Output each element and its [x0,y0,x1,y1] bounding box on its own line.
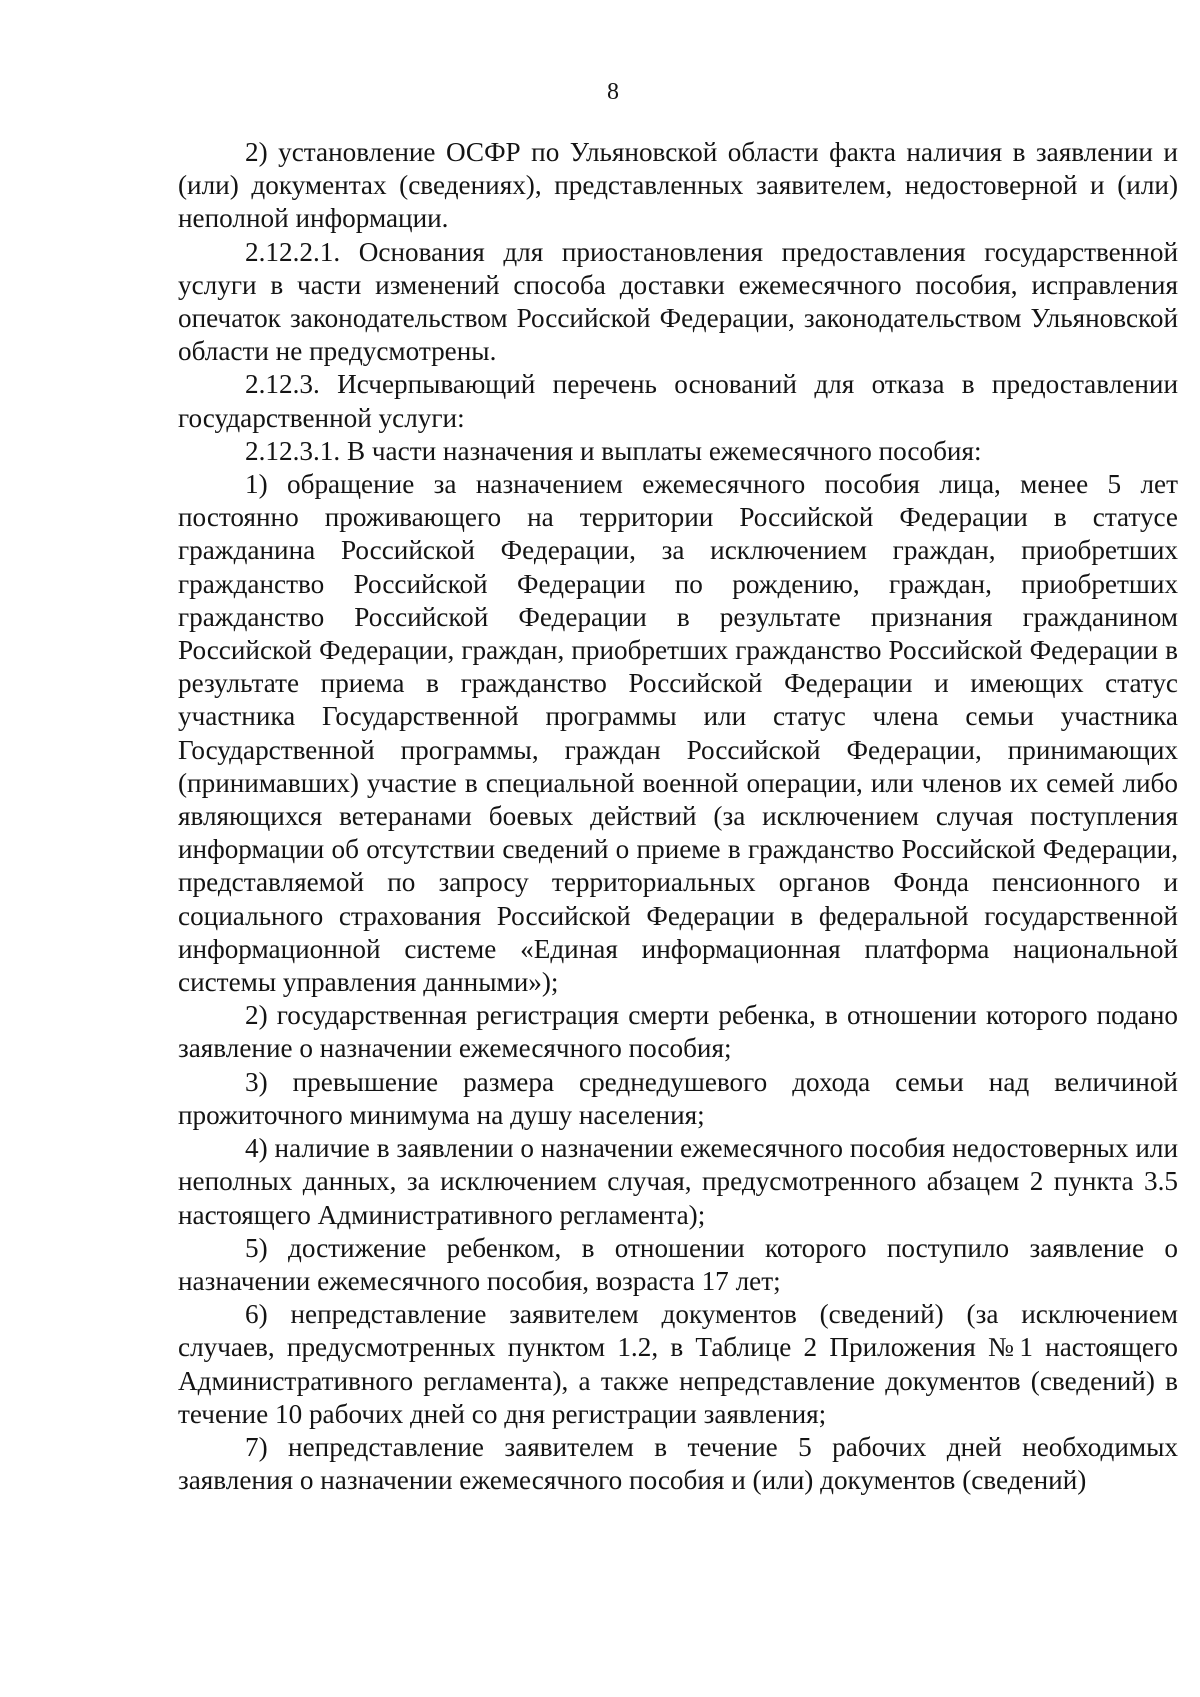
document-body [178,136,1178,1497]
paragraph-2-12-2-1: 2.12.2.1. Основания для приостановления предоставления государственной услуги в части изменений способа доставки ежемесячного пособия, исправления опечаток законодательством Российской Федерации, законодательством Ульяновской области не предусмотрены. [178,236,1178,367]
paragraph-2-12-3: 2.12.3. Исчерпывающий перечень оснований для отказа в предоставлении государственной услуги: [178,369,1178,433]
page-number: 8 [607,79,619,105]
list-item-2: 2) государственная регистрация смерти ребенка, в отношении которого подано заявление о назначении ежемесячного пособия; [178,1000,1178,1064]
list-item-1: 1) обращение за назначением ежемесячного пособия лица, менее 5 лет постоянно проживающего на территории Российской Федерации в статусе гражданина Российской Федерации, за исключением граждан, приобретших гражданство Российской Федерации по рождению, граждан, приобретших гражданство Российской Федерации в результате признания гражданином Российской Федерации, граждан, приобретших гражданство Российской Федерации в результате приема в гражданство Российской Федерации и имеющих статус участника Государственной программы или статус члена семьи участника Государственной программы, граждан Российской Федерации, принимающих (принимавших) участие в специальной военной операции, или членов их семей либо являющихся ветеранами боевых действий (за исключением случая поступления информации об отсутствии сведений о приеме в гражданство Российской Федерации, представляемой по запросу территориальных органов Фонда пенсионного и социального страхования Российской Федерации в федеральной государственной информационной системе «Единая информационная платформа национальной системы управления данными»); [178,469,1178,998]
paragraph-2-12-3-1: 2.12.3.1. В части назначения и выплаты ежемесячного пособия: [245,435,982,466]
list-item-5: 5) достижение ребенком, в отношении которого поступило заявление о назначении ежемесячного пособия, возраста 17 лет; [178,1232,1178,1296]
paragraph-2-osfr-finding: 2) установление ОСФР по Ульяновской области факта наличия в заявлении и (или) документах (сведениях), представленных заявителем, недостоверной и (или) неполной информации. [178,137,1178,234]
list-item-3: 3) превышение размера среднедушевого дохода семьи над величиной прожиточного минимума на душу населения; [178,1066,1178,1130]
list-item-4: 4) наличие в заявлении о назначении ежемесячного пособия недостоверных или неполных данных, за исключением случая, предусмотренного абзацем 2 пункта 3.5 настоящего Административного регламента); [178,1133,1178,1230]
list-item-7: 7) непредставление заявителем в течение 5 рабочих дней необходимых заявления о назначении ежемесячного пособия и (или) документов (сведений) [178,1431,1178,1496]
list-item-6: 6) непредставление заявителем документов (сведений) (за исключением случаев, предусмотренных пунктом 1.2, в Таблице 2 Приложения №1 настоящего Административного регламента), а также непредставление документов (сведений) в течение 10 рабочих дней со дня регистрации заявления; [178,1299,1178,1429]
